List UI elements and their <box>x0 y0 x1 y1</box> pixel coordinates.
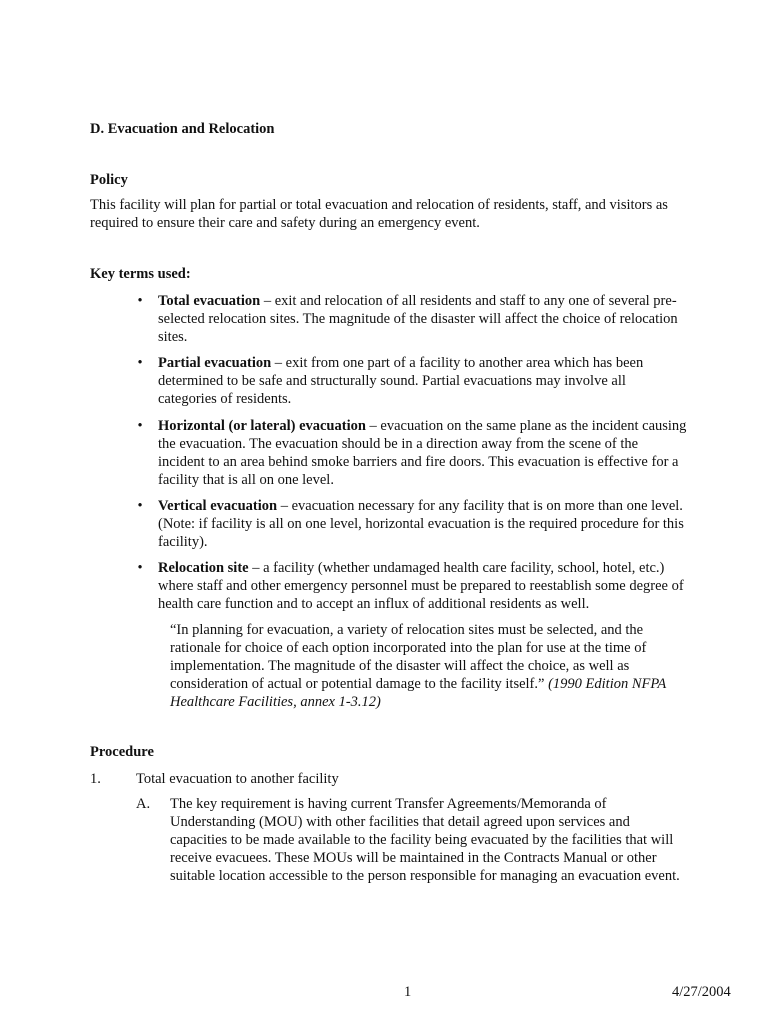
key-terms-heading: Key terms used: <box>90 266 191 282</box>
quote-text: “In planning for evacuation, a variety of relocation sites must be selected, and the rationale for choice of each option incorporated into the plan for use at the time of implementation. The magnitude of the disaster will affect the choice, as well as consideration of actual or potential damage to the facility itself.” <box>170 622 647 692</box>
key-term-name: Total evacuation <box>158 293 261 309</box>
key-term-definition: – evacuation on the same plane as the incident causing the evacuation. The evacuation should be in a direction away from the scene of the incident to an area behind smoke barriers and fire doors. This evacuation is effective for a facility that is all on one level. <box>158 418 687 488</box>
bullet-icon: • <box>137 498 143 514</box>
policy-heading: Policy <box>90 172 128 188</box>
key-term-item <box>137 417 688 489</box>
key-term-definition: – exit and relocation of all residents and staff to any one of several pre-selected relocation sites. The magnitude of the disaster will affect the choice of relocation sites. <box>158 293 678 345</box>
nfpa-quote <box>170 621 670 711</box>
key-term-definition: – exit from one part of a facility to another area which has been determined to be safe and structurally sound. Partial evacuations may involve all categories of residents. <box>158 355 644 407</box>
key-term-name: Partial evacuation <box>158 355 272 371</box>
key-term-definition: – a facility (whether undamaged health care facility, school, hotel, etc.) where staff and other emergency personnel must be prepared to reestablish some degree of health care function and to accept an influx of additional residents as well. <box>158 560 684 612</box>
procedure-item-text: Total evacuation to another facility <box>136 771 339 787</box>
section-title: D. Evacuation and Relocation <box>90 121 275 137</box>
key-term-name: Relocation site <box>158 560 249 576</box>
bullet-icon: • <box>137 355 143 371</box>
key-term-item <box>137 559 688 613</box>
key-term-item <box>137 354 688 408</box>
bullet-icon: • <box>137 293 143 309</box>
quote-citation: (1990 Edition NFPA Healthcare Facilities, annex 1-3.12) <box>170 676 666 710</box>
key-term-name: Vertical evacuation <box>158 498 278 514</box>
procedure-subitem-letter: A. <box>136 796 151 812</box>
bullet-icon: • <box>137 418 143 434</box>
procedure-item-number: 1. <box>90 771 101 787</box>
procedure-heading: Procedure <box>90 744 154 760</box>
key-term-definition: – evacuation necessary for any facility that is on more than one level. (Note: if facility is all on one level, horizontal evacuation is the required procedure for this facility). <box>158 498 684 550</box>
key-term-name: Horizontal (or lateral) evacuation <box>158 418 366 434</box>
bullet-icon: • <box>137 560 143 576</box>
policy-text: This facility will plan for partial or total evacuation and relocation of residents, staff, and visitors as required to ensure their care and safety during an emergency event. <box>90 197 668 231</box>
key-term-item <box>137 292 688 346</box>
page-date: 4/27/2004 <box>672 984 731 1000</box>
key-term-item <box>137 497 688 551</box>
procedure-subitem-text: The key requirement is having current Transfer Agreements/Memoranda of Understanding (MOU) with other facilities that detail agreed upon services and capacities to be made available to the facility being evacuated by the facilities that will receive evacuees. These MOUs will be maintained in the Contracts Manual or other suitable location accessible to the person responsible for managing an evacuation event. <box>170 796 680 884</box>
page-number: 1 <box>404 984 412 1000</box>
